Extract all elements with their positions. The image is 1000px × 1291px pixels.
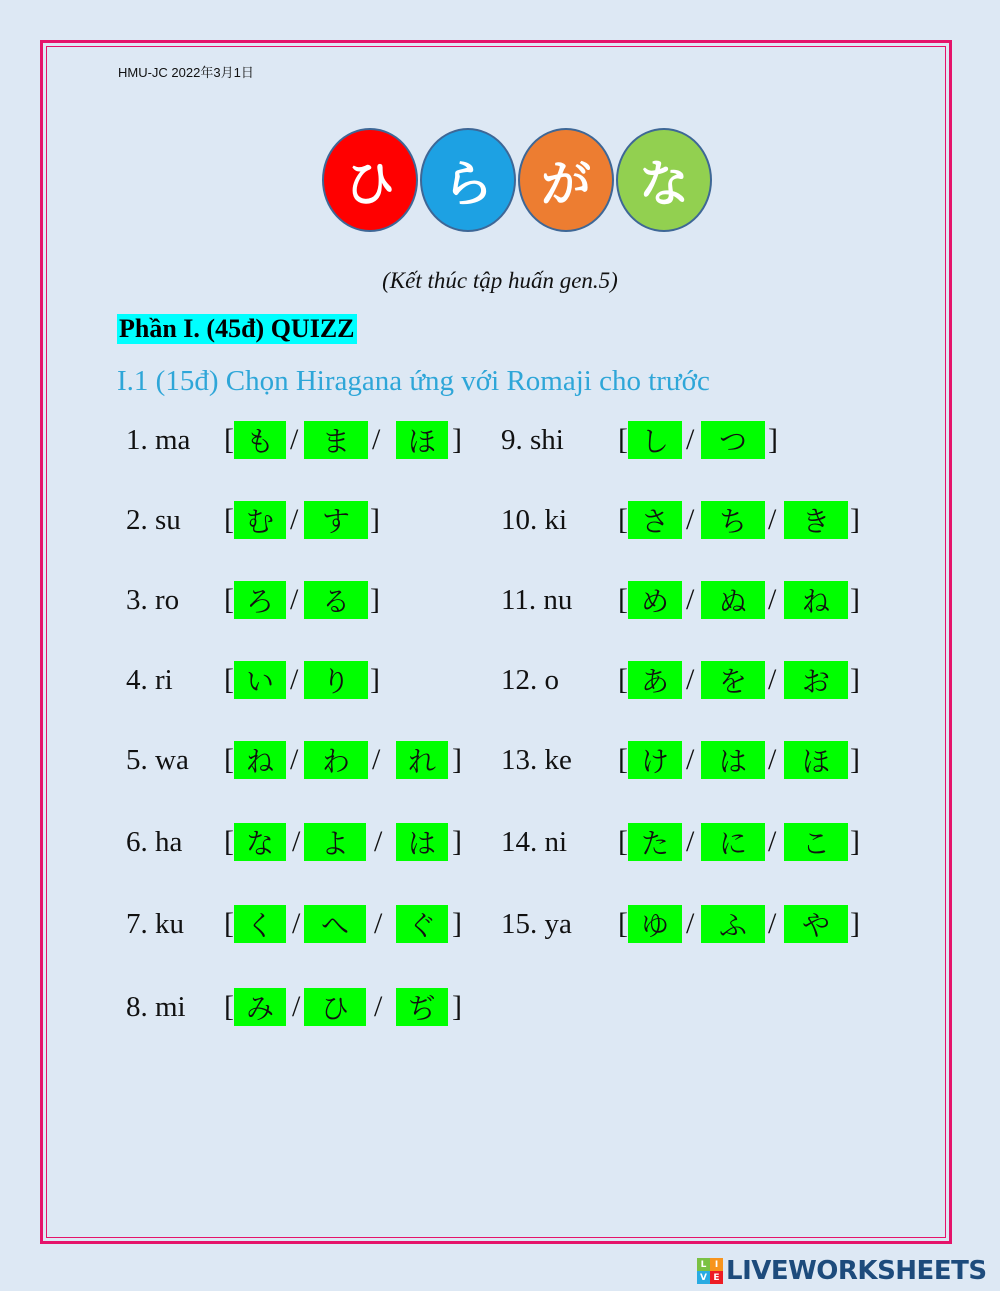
answer-option[interactable]: ゆ — [628, 905, 682, 943]
answer-option[interactable]: ち — [701, 501, 765, 539]
item-label: 9. shi — [501, 424, 564, 456]
quiz-item — [0, 985, 1000, 1029]
option-separator: / — [290, 503, 299, 536]
item-label: 8. mi — [126, 991, 186, 1023]
option-separator: / — [290, 423, 299, 456]
close-bracket: ] — [452, 907, 462, 940]
open-bracket: [ — [224, 503, 234, 536]
quiz-item — [0, 418, 1000, 462]
item-label: 13. ke — [501, 744, 572, 776]
item-label: 2. su — [126, 504, 181, 536]
answer-option[interactable]: へ — [304, 905, 366, 943]
header-text: HMU-JC 2022年3月1日 — [118, 65, 254, 80]
answer-option[interactable]: ふ — [701, 905, 765, 943]
answer-option[interactable]: ひ — [304, 988, 366, 1026]
open-bracket: [ — [618, 825, 628, 858]
option-separator: / — [686, 663, 695, 696]
liveworksheets-brand: LIVEWORKSHEETS — [726, 1256, 987, 1286]
answer-option[interactable]: つ — [701, 421, 765, 459]
option-separator: / — [768, 907, 777, 940]
open-bracket: [ — [224, 907, 234, 940]
open-bracket: [ — [618, 423, 628, 456]
option-separator: / — [290, 583, 299, 616]
option-separator: / — [768, 663, 777, 696]
answer-option[interactable]: め — [628, 581, 682, 619]
icon-tile: L — [697, 1258, 710, 1271]
option-separator: / — [374, 990, 383, 1023]
answer-option[interactable]: こ — [784, 823, 848, 861]
answer-option[interactable]: れ — [396, 741, 448, 779]
item-label: 6. ha — [126, 826, 183, 858]
answer-option[interactable]: ね — [784, 581, 848, 619]
logo-circle-ra — [420, 128, 516, 232]
logo-letter-na: な — [639, 155, 689, 213]
quiz-item — [0, 578, 1000, 622]
logo-circle-hi — [322, 128, 418, 232]
answer-option[interactable]: わ — [304, 741, 368, 779]
option-separator: / — [686, 825, 695, 858]
close-bracket: ] — [850, 907, 860, 940]
quiz-item — [0, 498, 1000, 542]
option-separator: / — [686, 743, 695, 776]
answer-option[interactable]: お — [784, 661, 848, 699]
answer-option[interactable]: ま — [304, 421, 368, 459]
answer-option[interactable]: ぬ — [701, 581, 765, 619]
close-bracket: ] — [768, 423, 778, 456]
item-label: 3. ro — [126, 584, 180, 616]
option-separator: / — [372, 423, 381, 456]
option-separator: / — [290, 663, 299, 696]
answer-option[interactable]: す — [304, 501, 368, 539]
item-label: 14. ni — [501, 826, 568, 858]
answer-option[interactable]: く — [234, 905, 286, 943]
answer-option[interactable]: を — [701, 661, 765, 699]
option-separator: / — [292, 907, 301, 940]
answer-option[interactable]: ぢ — [396, 988, 448, 1026]
logo-letter-ra: ら — [443, 155, 493, 213]
open-bracket: [ — [224, 663, 234, 696]
option-separator: / — [768, 825, 777, 858]
answer-option[interactable]: る — [304, 581, 368, 619]
answer-option[interactable]: な — [234, 823, 286, 861]
option-separator: / — [372, 743, 381, 776]
item-label: 15. ya — [501, 908, 572, 940]
close-bracket: ] — [850, 663, 860, 696]
close-bracket: ] — [370, 663, 380, 696]
answer-option[interactable]: ほ — [396, 421, 448, 459]
option-separator: / — [374, 907, 383, 940]
answer-option[interactable]: ね — [234, 741, 286, 779]
logo-letter-ga: が — [541, 155, 591, 213]
logo-letter-hi: ひ — [345, 155, 395, 213]
item-label: 11. nu — [501, 584, 573, 616]
icon-tile: E — [710, 1271, 723, 1284]
item-label: 5. wa — [126, 744, 189, 776]
logo-circle-ga — [518, 128, 614, 232]
answer-option[interactable]: に — [701, 823, 765, 861]
icon-tile: I — [710, 1258, 723, 1271]
option-separator: / — [768, 583, 777, 616]
item-label: 4. ri — [126, 664, 173, 696]
open-bracket: [ — [618, 503, 628, 536]
item-label: 7. ku — [126, 908, 184, 940]
answer-option[interactable]: や — [784, 905, 848, 943]
close-bracket: ] — [370, 583, 380, 616]
open-bracket: [ — [224, 990, 234, 1023]
answer-option[interactable]: み — [234, 988, 286, 1026]
answer-option[interactable]: け — [628, 741, 682, 779]
answer-option[interactable]: た — [628, 823, 682, 861]
item-label: 12. o — [501, 664, 559, 696]
open-bracket: [ — [618, 907, 628, 940]
close-bracket: ] — [850, 503, 860, 536]
answer-option[interactable]: い — [234, 661, 286, 699]
open-bracket: [ — [224, 583, 234, 616]
sub-heading: I.1 (15đ) Chọn Hiragana ứng với Romaji cho trước — [117, 365, 710, 397]
answer-option[interactable]: ほ — [784, 741, 848, 779]
answer-option[interactable]: は — [701, 741, 765, 779]
option-separator: / — [686, 907, 695, 940]
answer-option[interactable]: は — [396, 823, 448, 861]
icon-tile: V — [697, 1271, 710, 1284]
open-bracket: [ — [618, 743, 628, 776]
answer-option[interactable]: き — [784, 501, 848, 539]
option-separator: / — [768, 743, 777, 776]
quiz-item — [0, 738, 1000, 782]
option-separator: / — [374, 825, 383, 858]
open-bracket: [ — [618, 663, 628, 696]
open-bracket: [ — [224, 743, 234, 776]
open-bracket: [ — [618, 583, 628, 616]
section-title: Phần I. (45đ) QUIZZ — [119, 314, 355, 343]
close-bracket: ] — [452, 825, 462, 858]
option-separator: / — [292, 990, 301, 1023]
quiz-item — [0, 902, 1000, 946]
answer-option[interactable]: あ — [628, 661, 682, 699]
answer-option[interactable]: ぐ — [396, 905, 448, 943]
open-bracket: [ — [224, 423, 234, 456]
item-label: 10. ki — [501, 504, 568, 536]
close-bracket: ] — [452, 743, 462, 776]
subtitle: (Kết thúc tập huấn gen.5) — [382, 268, 618, 293]
close-bracket: ] — [850, 825, 860, 858]
answer-option[interactable]: し — [628, 421, 682, 459]
liveworksheets-logo — [697, 1255, 987, 1287]
answer-option[interactable]: ろ — [234, 581, 286, 619]
logo-circle-na — [616, 128, 712, 232]
answer-option[interactable]: り — [304, 661, 368, 699]
option-separator: / — [292, 825, 301, 858]
answer-option[interactable]: む — [234, 501, 286, 539]
answer-option[interactable]: も — [234, 421, 286, 459]
option-separator: / — [768, 503, 777, 536]
option-separator: / — [290, 743, 299, 776]
liveworksheets-icon — [697, 1258, 723, 1284]
option-separator: / — [686, 583, 695, 616]
close-bracket: ] — [850, 583, 860, 616]
open-bracket: [ — [224, 825, 234, 858]
option-separator: / — [686, 503, 695, 536]
close-bracket: ] — [452, 423, 462, 456]
answer-option[interactable]: よ — [304, 823, 366, 861]
option-separator: / — [686, 423, 695, 456]
quiz-item — [0, 820, 1000, 864]
close-bracket: ] — [850, 743, 860, 776]
item-label: 1. ma — [126, 424, 191, 456]
close-bracket: ] — [452, 990, 462, 1023]
hiragana-logo — [322, 128, 722, 238]
answer-option[interactable]: さ — [628, 501, 682, 539]
close-bracket: ] — [370, 503, 380, 536]
quiz-item — [0, 658, 1000, 702]
